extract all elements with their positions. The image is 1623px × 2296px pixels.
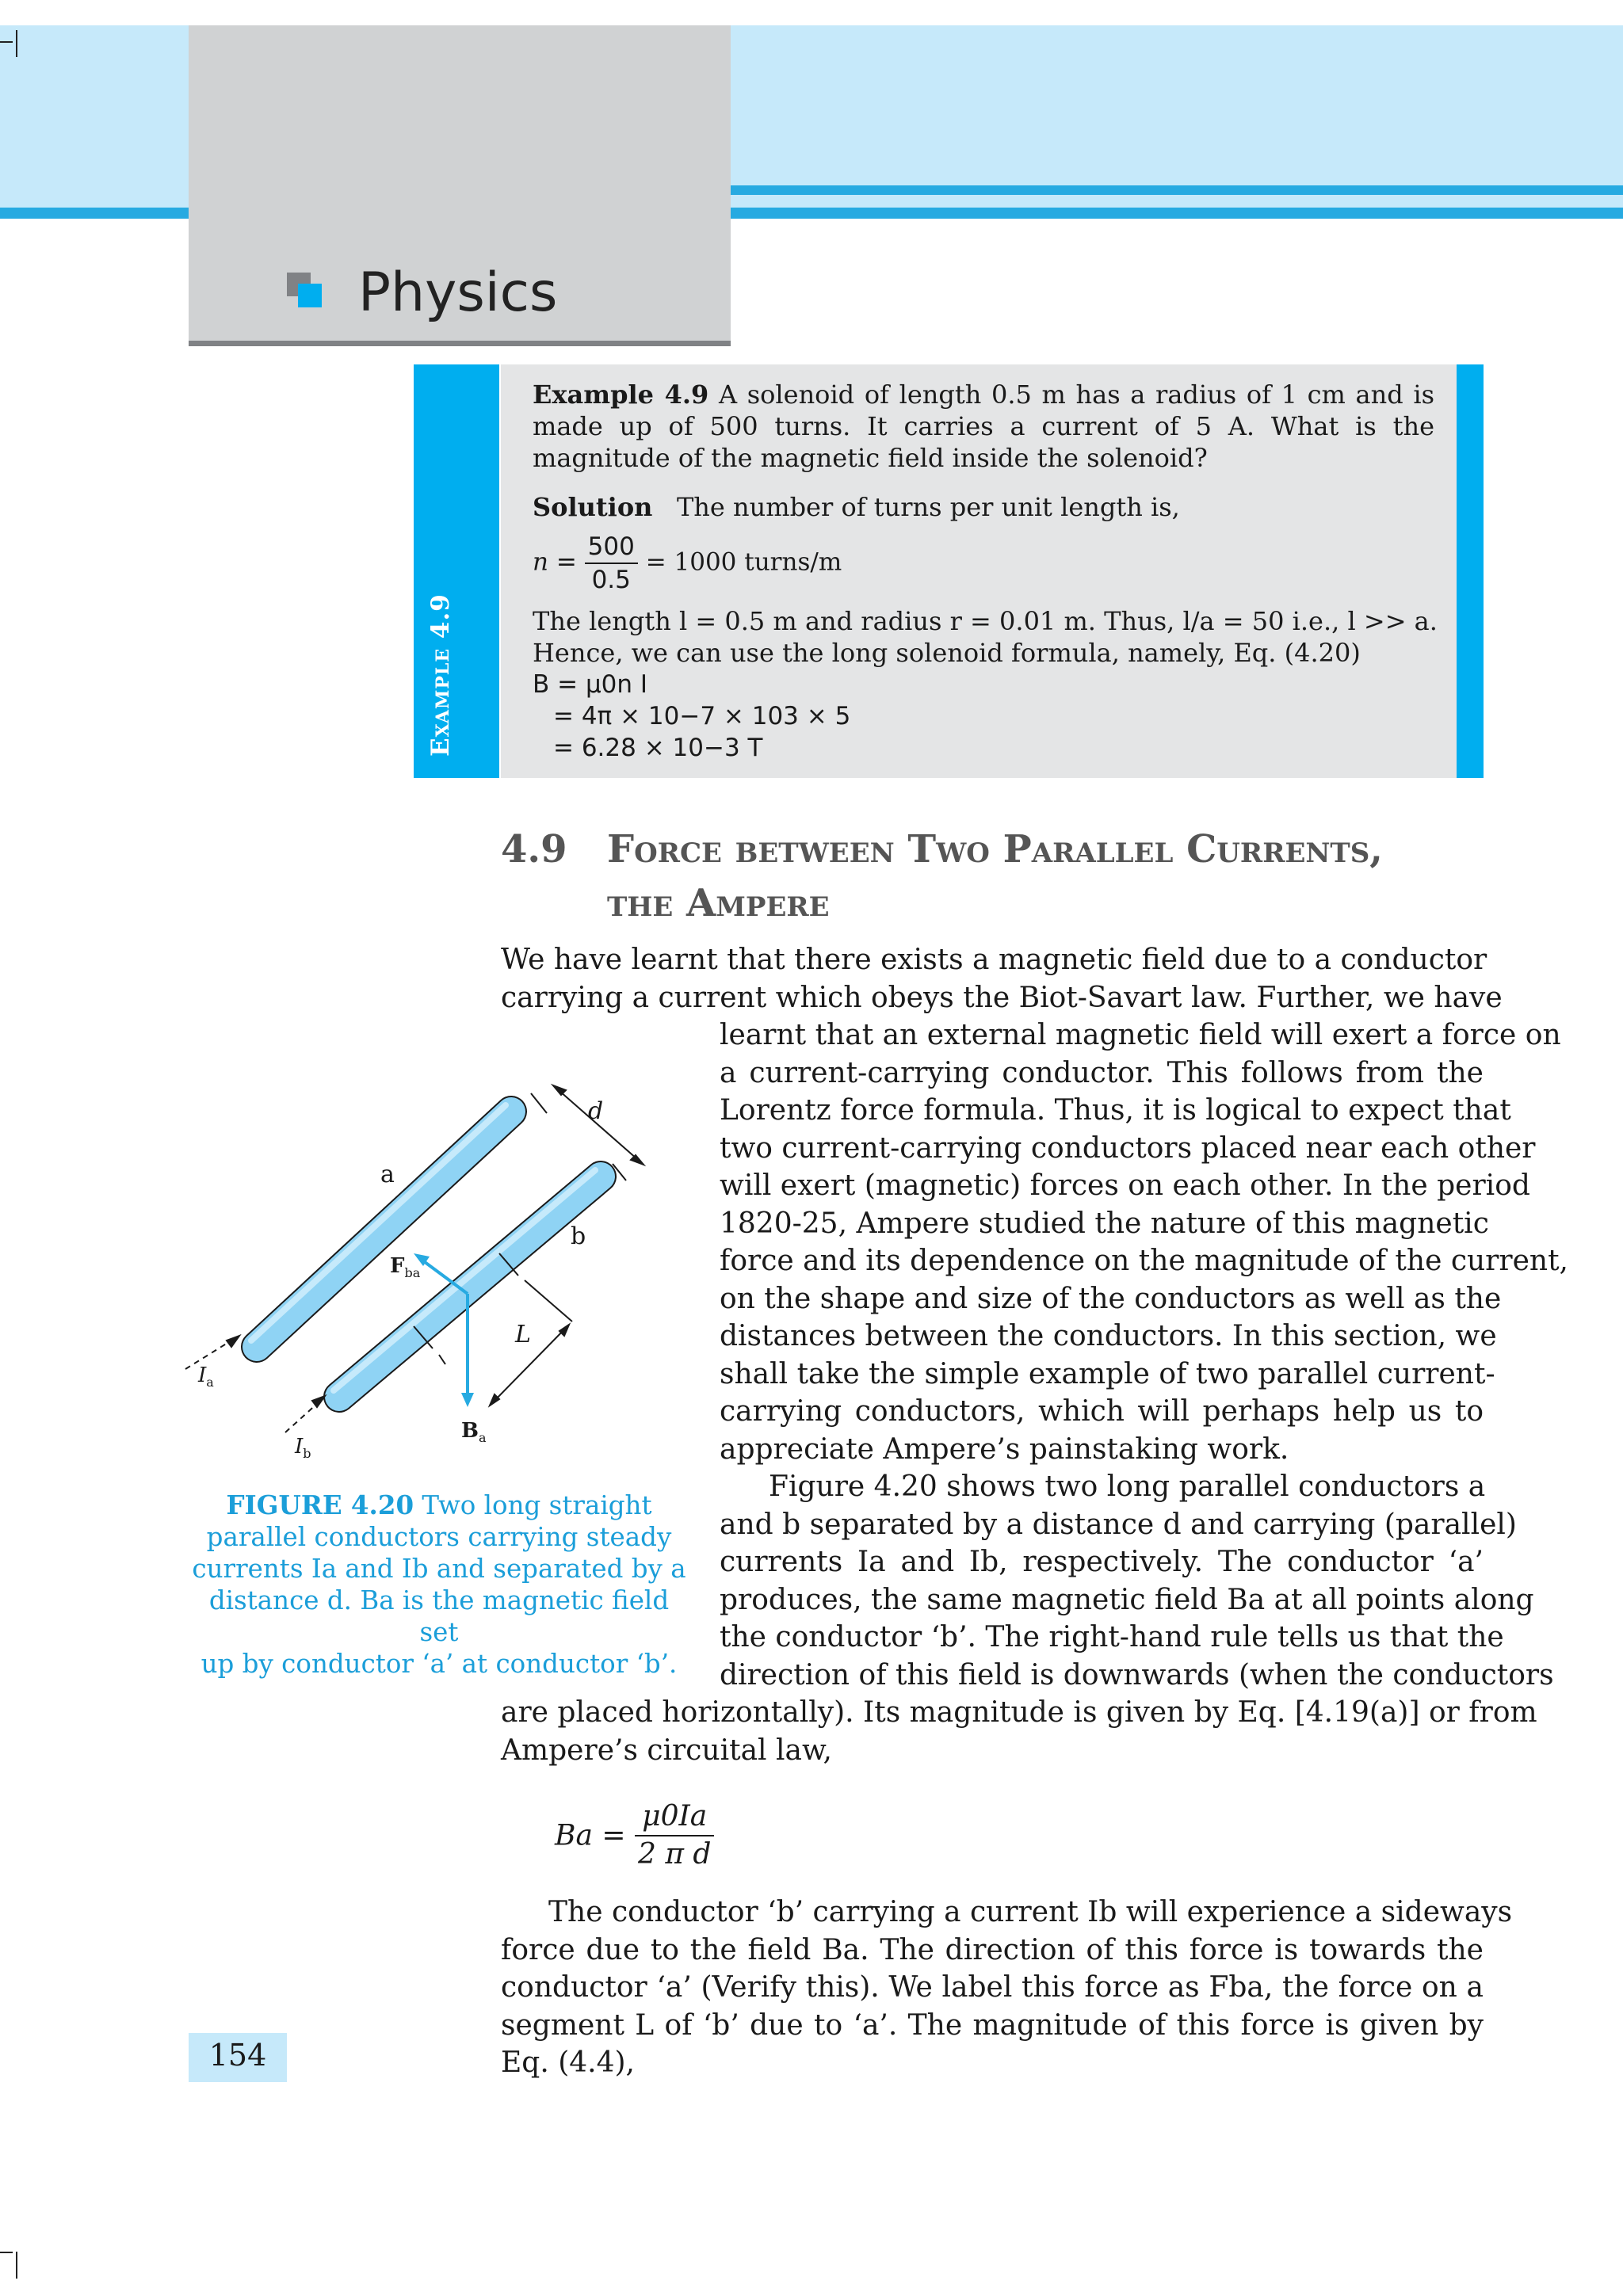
label-Fba: $F_{ba}$ xyxy=(390,1254,421,1280)
crop-mark xyxy=(16,2252,17,2279)
page-header-title: Physics xyxy=(358,261,558,324)
label-Ia: $I_a$ xyxy=(198,1363,214,1390)
section-title-line2: the Ampere xyxy=(607,881,830,925)
paragraph-2-narrow: Figure 4.20 shows two long parallel conductors a and b separated by a distance d and carrying (parallel) currents Ia and Ib, respectively. The conductor ‘a’ produces, the same magnetic field Ba at all points along the conductor ‘b’. The right-hand rule tells us that the direction of this field is downwards (when the conductors xyxy=(720,1470,1554,1691)
example-working: The length l = 0.5 m and radius r = 0.01 m. Thus, l/a = 50 i.e., l >> a. Hence, we can use the long solenoid formula, namely, Eq. (4.20) xyxy=(533,606,1438,668)
page-number: 154 xyxy=(208,2038,267,2073)
example-tab-label: Example 4.9 xyxy=(426,593,455,757)
label-L: L xyxy=(515,1321,531,1348)
conductor-a xyxy=(251,1105,511,1347)
crop-mark xyxy=(0,41,13,43)
label-Ba: $B_a$ xyxy=(461,1419,487,1445)
b-equations: B = μ0n I = 4π × 10−7 × 103 × 5 = 6.28 × 10−3 T xyxy=(533,670,851,762)
paragraph-1-narrow: learnt that an external magnetic field will exert a force on a current-carrying conductor. This follows from the Lorentz force formula. Thus, it is logical to expect that two current-carrying conductors placed near each other will exert (magnetic) forces on each other. In the period 1820-25, Ampere studied the nature of this magnetic force and its dependence on the magnitude of the current, on the shape and size of the conductors as well as the distances between the conductors. In this section, we shall take the simple example of two parallel current- carrying conductors, which will perhaps help us to appreciate Ampere’s painstaking work. xyxy=(720,1019,1568,1466)
header-rule-left xyxy=(0,208,189,219)
current-arrow-b xyxy=(285,1396,325,1432)
physics-logo-icon xyxy=(287,273,322,307)
section-title-line1: Force between Two Parallel Currents, xyxy=(607,827,1384,871)
header-rule-thick xyxy=(731,208,1623,219)
current-arrow-a xyxy=(185,1336,239,1369)
solution-intro: Solution The number of turns per unit length is, xyxy=(533,492,1180,522)
paragraph-2-full: are placed horizontally). Its magnitude is given by Eq. [4.19(a)] or from Ampere’s circuital law, xyxy=(501,1696,1537,1767)
example-question: Example 4.9 A solenoid of length 0.5 m has a radius of 1 cm and is made up of 500 turns. It carries a current of 5 A. What is the magnitude of the magnetic field inside the solenoid? xyxy=(533,379,1435,473)
ba-equation: Ba = $\frac{\mu 0Ia}{\text{2 π d}}$ xyxy=(555,1798,714,1873)
paragraph-1-full: We have learnt that there exists a magnetic field due to a conductor carrying a current which obeys the Biot-Savart law. Further, we have xyxy=(501,944,1503,1014)
crop-mark xyxy=(0,2252,13,2253)
n-equation: n = $\frac{500}{0.5}$ = 1000 turns/m xyxy=(533,532,842,594)
figure-parallel-conductors xyxy=(174,1054,713,1482)
label-a: a xyxy=(380,1161,395,1188)
paragraph-3: The conductor ‘b’ carrying a current Ib will experience a sideways force due to the field Ba. The direction of this force is towards the conductor ‘a’ (Verify this). We label this force as Fba, the force on a segment L of ‘b’ due to ‘a’. The magnitude of this force is given by Eq. (4.4), xyxy=(501,1896,1513,2079)
label-d: d xyxy=(588,1097,604,1125)
figure-caption: FIGURE 4.20 Two long straight parallel conductors carrying steady currents Ia and Ib and separated by a distance d. Ba is the magnetic field set up by conductor ‘a’ at conductor ‘b’. xyxy=(192,1489,686,1679)
example-title: Example 4.9 xyxy=(533,379,709,410)
label-b: b xyxy=(571,1222,586,1250)
crop-mark xyxy=(16,30,17,57)
header-rule-thin xyxy=(731,185,1623,195)
example-right-bar xyxy=(1457,364,1484,778)
label-Ib: $I_b$ xyxy=(295,1435,311,1461)
section-number: 4.9 xyxy=(501,827,567,871)
distance-d-marker xyxy=(531,1085,643,1180)
force-fba-arrow xyxy=(414,1253,468,1294)
